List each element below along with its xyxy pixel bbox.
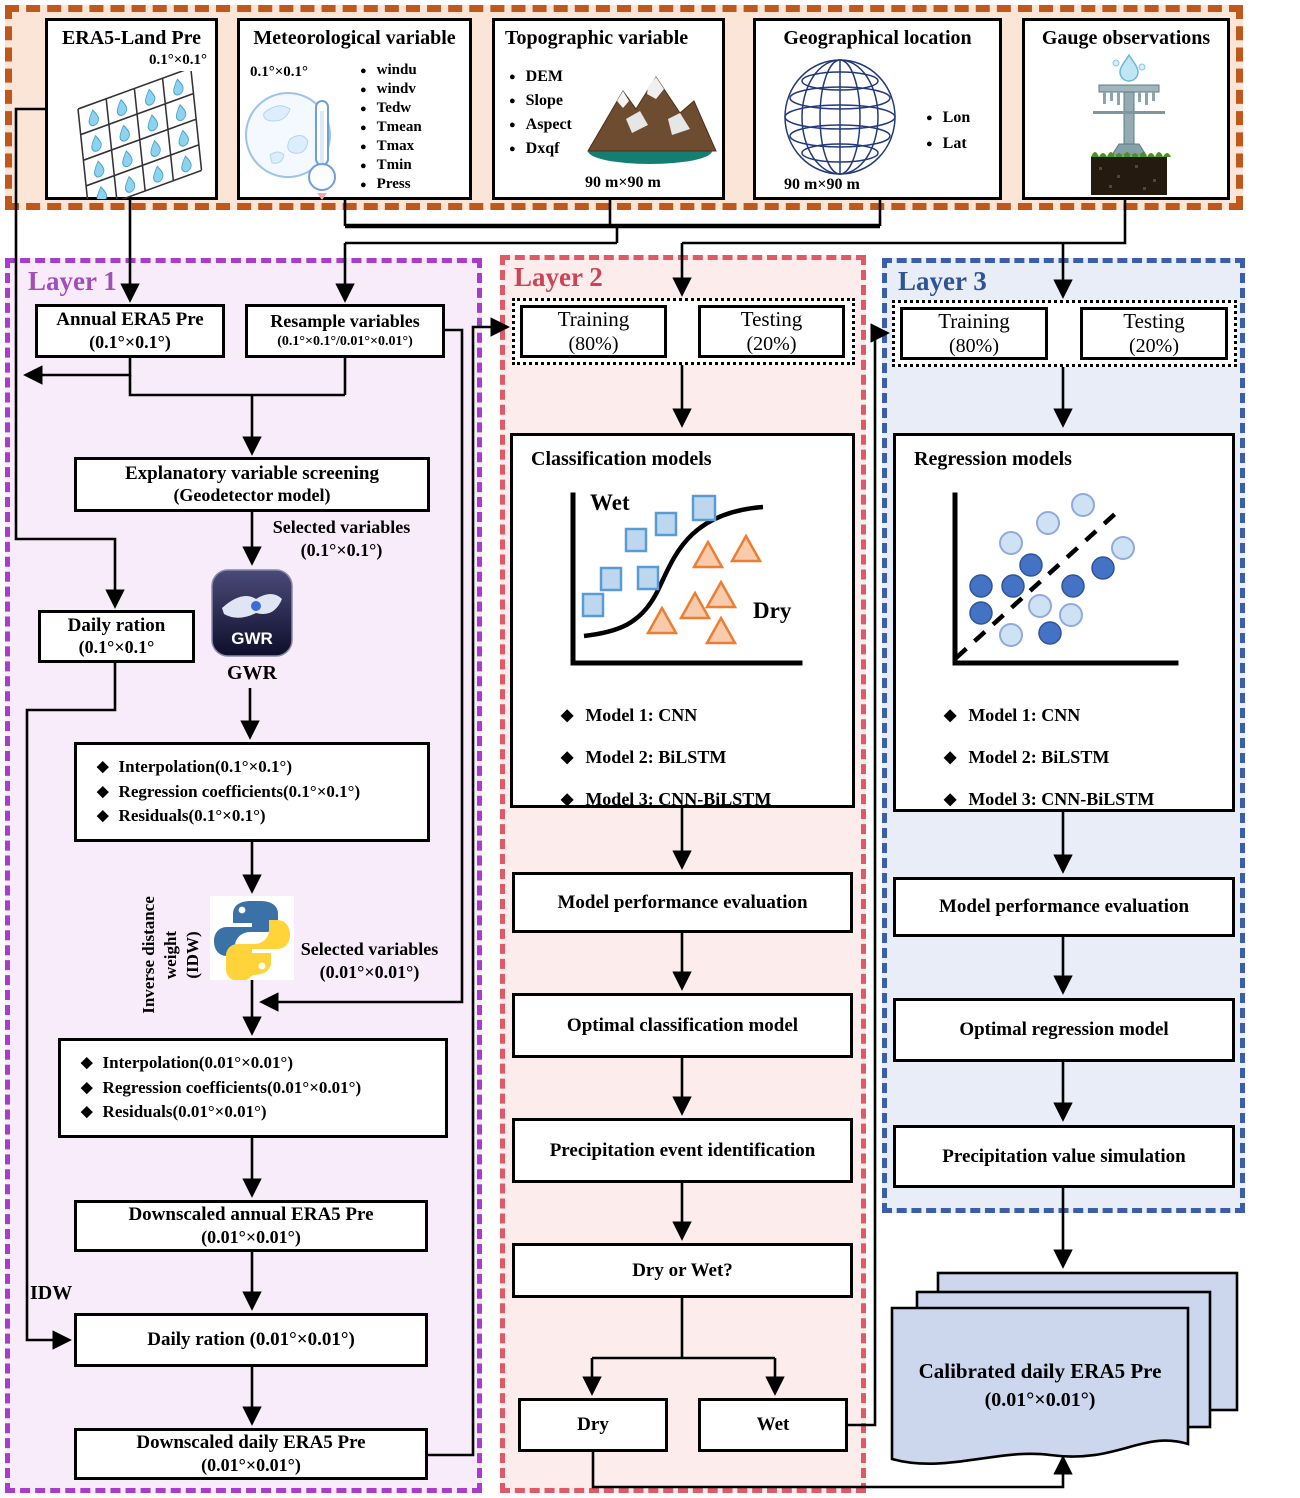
classification-model: Model 1: CNN <box>585 704 698 725</box>
met-item: Press <box>376 176 411 192</box>
layer1-title: Layer 1 <box>28 266 117 296</box>
wet-label: Wet <box>590 490 630 515</box>
diamond-icon: ◆ <box>561 791 574 808</box>
bullet-icon: ● <box>360 64 367 77</box>
selected-variables-001-label <box>282 938 457 985</box>
idw-output-item: Regression coefficients(0.01°×0.01°) <box>102 1077 362 1097</box>
geo-variable-list <box>926 105 970 157</box>
bullet-icon: ● <box>360 140 367 153</box>
globe-wireframe-icon <box>774 57 908 181</box>
downscaled-annual-box <box>74 1200 428 1252</box>
bullet-icon: ● <box>360 178 367 191</box>
layer2-training-box <box>520 305 667 358</box>
gwr-icon <box>210 568 294 660</box>
resample-label: Resample variables <box>270 311 420 332</box>
gwr-output-item: Regression coefficients(0.1°×0.1°) <box>118 781 361 801</box>
regression-model: Model 2: BiLSTM <box>968 746 1110 767</box>
gwr-output-item: Interpolation(0.1°×0.1°) <box>118 757 292 777</box>
idw-outputs-box <box>58 1038 448 1138</box>
idw-output-item: Residuals(0.01°×0.01°) <box>102 1102 267 1122</box>
geo-resolution: 90 m×90 m <box>784 176 860 193</box>
layer3-evaluation-label: Model performance evaluation <box>938 896 1190 918</box>
gwr-output-item: Residuals(0.1°×0.1°) <box>118 806 266 826</box>
downscaled-daily-sub: (0.01°×0.01°) <box>201 1454 301 1475</box>
precip-event-label: Precipitation event identification <box>549 1139 816 1161</box>
daily-ration-01-sub: (0.1°×0.1° <box>78 637 155 658</box>
precip-grid-icon <box>48 71 221 199</box>
layer1-container <box>5 258 482 1493</box>
optimal-regression-box <box>893 998 1235 1062</box>
topo-title: Topographic variable <box>505 27 689 49</box>
regression-model-list <box>944 694 1154 820</box>
screening-label: Explanatory variable screening <box>124 462 380 484</box>
daily-ration-01-label: Daily ration <box>67 614 166 636</box>
idw-line2: weight <box>160 930 180 980</box>
layer2-testing-sub: (20%) <box>746 333 797 356</box>
optimal-classification-label: Optimal classification model <box>566 1014 799 1036</box>
met-item: Tmin <box>376 157 412 173</box>
bullet-icon: ● <box>509 95 516 107</box>
classification-models-box <box>510 433 855 808</box>
topo-item: Dxqf <box>525 140 560 157</box>
wet-result-label: Wet <box>756 1414 790 1436</box>
downscaled-annual-sub: (0.01°×0.01°) <box>201 1226 301 1247</box>
bullet-icon: ● <box>360 102 367 115</box>
met-item: windu <box>376 62 417 78</box>
classification-model: Model 2: BiLSTM <box>585 746 727 767</box>
meteorological-variable-box <box>237 18 472 200</box>
diamond-icon: ◆ <box>561 749 574 766</box>
dry-label: Dry <box>753 598 792 623</box>
bullet-icon: ● <box>926 112 933 124</box>
regression-plot <box>931 458 1206 693</box>
layer3-title: Layer 3 <box>898 266 987 296</box>
layer2-evaluation-label: Model performance evaluation <box>557 891 808 913</box>
diamond-icon: ◆ <box>81 1104 93 1121</box>
globe-thermometer-icon <box>244 79 354 201</box>
geo-title: Geographical location <box>783 27 972 49</box>
diamond-icon: ◆ <box>97 783 109 800</box>
bullet-icon: ● <box>360 121 367 134</box>
daily-ration-001-box <box>74 1313 428 1367</box>
optimal-regression-label: Optimal regression model <box>959 1019 1169 1041</box>
classification-title: Classification models <box>531 448 712 470</box>
dry-box <box>518 1398 668 1452</box>
topo-item: Slope <box>525 92 563 109</box>
precip-event-identification-box <box>512 1118 853 1183</box>
regression-title: Regression models <box>914 448 1072 470</box>
classification-model: Model 3: CNN-BiLSTM <box>585 788 772 809</box>
downscaled-daily-box <box>74 1428 428 1480</box>
regression-model: Model 3: CNN-BiLSTM <box>968 788 1155 809</box>
layer3-testing-label: Testing <box>1123 308 1185 333</box>
rain-gauge-icon <box>1069 53 1189 197</box>
annual-era5-sub: (0.1°×0.1°) <box>89 331 171 352</box>
calibrated-output-document <box>880 1258 1252 1486</box>
annual-era5-pre-box <box>35 304 225 358</box>
layer2-testing-label: Testing <box>740 306 803 331</box>
layer2-training-sub: (80%) <box>568 333 619 356</box>
layer3-training-sub: (80%) <box>949 335 999 358</box>
explanatory-screening-box <box>74 457 430 512</box>
met-variable-list <box>360 61 422 194</box>
topographic-variable-box <box>492 18 725 200</box>
mountain-icon <box>568 61 720 169</box>
topo-item: DEM <box>525 68 563 85</box>
met-item: windv <box>376 81 416 97</box>
met-resolution: 0.1°×0.1° <box>250 64 309 80</box>
bullet-icon: ● <box>509 71 516 83</box>
diamond-icon: ◆ <box>561 707 574 724</box>
dry-result-label: Dry <box>577 1414 609 1436</box>
screening-sub: (Geodetector model) <box>173 485 331 506</box>
layer2-training-label: Training <box>557 306 630 331</box>
document-sheet-front <box>892 1308 1188 1464</box>
layer3-testing-box <box>1080 307 1228 360</box>
bullet-icon: ● <box>926 138 933 150</box>
diamond-icon: ◆ <box>81 1079 93 1096</box>
regression-model: Model 1: CNN <box>968 704 1081 725</box>
layer3-testing-sub: (20%) <box>1129 335 1179 358</box>
daily-ration-001-label: Daily ration (0.01°×0.01°) <box>147 1329 355 1351</box>
geo-item: Lon <box>942 109 971 126</box>
downscaled-annual-label: Downscaled annual ERA5 Pre <box>128 1204 374 1226</box>
idw-line3: (IDW) <box>183 931 203 979</box>
idw-label: IDW <box>30 1282 73 1304</box>
gauge-title: Gauge observations <box>1041 27 1211 49</box>
met-item: Tedw <box>376 100 412 116</box>
era5-title: ERA5-Land Pre <box>61 27 202 49</box>
optimal-classification-box <box>512 993 853 1058</box>
topo-item: Aspect <box>525 116 572 133</box>
idw-line1: Inverse distance <box>138 896 158 1014</box>
gwr-icon-text: GWR <box>231 629 273 648</box>
era5-land-pre-box <box>45 18 218 200</box>
layer2-testing-box <box>698 305 845 358</box>
idw-vertical-label <box>96 880 246 1030</box>
selected-01-line1: Selected variables <box>272 517 411 537</box>
daily-ration-01-box <box>38 610 195 663</box>
bullet-icon: ● <box>360 83 367 96</box>
precip-value-simulation-box <box>893 1125 1235 1188</box>
idw-output-item: Interpolation(0.01°×0.01°) <box>102 1053 293 1073</box>
selected-variables-01-label <box>254 516 429 563</box>
downscaled-daily-label: Downscaled daily ERA5 Pre <box>136 1432 366 1454</box>
dry-or-wet-label: Dry or Wet? <box>632 1259 733 1281</box>
wet-box <box>698 1398 848 1452</box>
bullet-icon: ● <box>360 159 367 172</box>
resample-variables-box <box>245 304 445 358</box>
calibrated-output-label: Calibrated daily ERA5 Pre <box>918 1359 1162 1383</box>
dry-or-wet-box <box>512 1243 853 1298</box>
classification-plot <box>548 458 823 693</box>
classification-model-list <box>561 694 771 820</box>
gauge-observations-box <box>1022 18 1230 200</box>
diamond-icon: ◆ <box>944 749 957 766</box>
diamond-icon: ◆ <box>944 791 957 808</box>
geographical-location-box <box>753 18 1002 200</box>
precip-value-label: Precipitation value simulation <box>942 1145 1186 1167</box>
selected-001-line1: Selected variables <box>300 939 439 959</box>
era5-resolution: 0.1°×0.1° <box>148 52 207 68</box>
geo-item: Lat <box>942 135 967 152</box>
topo-resolution: 90 m×90 m <box>585 174 661 191</box>
layer3-evaluation-box <box>893 877 1235 937</box>
layer3-training-box <box>900 307 1048 360</box>
met-title: Meteorological variable <box>253 27 456 49</box>
calibrated-output-sub: (0.01°×0.01°) <box>984 1389 1096 1411</box>
topo-variable-list <box>509 65 572 161</box>
bullet-icon: ● <box>509 119 516 131</box>
diamond-icon: ◆ <box>97 808 109 825</box>
gwr-outputs-box <box>74 742 430 842</box>
diamond-icon: ◆ <box>944 707 957 724</box>
diamond-icon: ◆ <box>81 1055 93 1072</box>
gwr-label: GWR <box>227 662 277 684</box>
met-item: Tmean <box>376 119 422 135</box>
bullet-icon: ● <box>509 143 516 155</box>
layer3-training-label: Training <box>938 308 1010 333</box>
resample-sub: (0.1°×0.1°/0.01°×0.01°) <box>277 334 413 350</box>
diamond-icon: ◆ <box>97 759 109 776</box>
selected-01-line2: (0.1°×0.1°) <box>300 540 383 561</box>
layer2-title: Layer 2 <box>514 262 603 292</box>
selected-001-line2: (0.01°×0.01°) <box>319 962 420 983</box>
layer2-evaluation-box <box>512 872 853 933</box>
regression-models-box <box>893 433 1235 812</box>
met-item: Tmax <box>376 138 415 154</box>
annual-era5-label: Annual ERA5 Pre <box>56 309 204 331</box>
